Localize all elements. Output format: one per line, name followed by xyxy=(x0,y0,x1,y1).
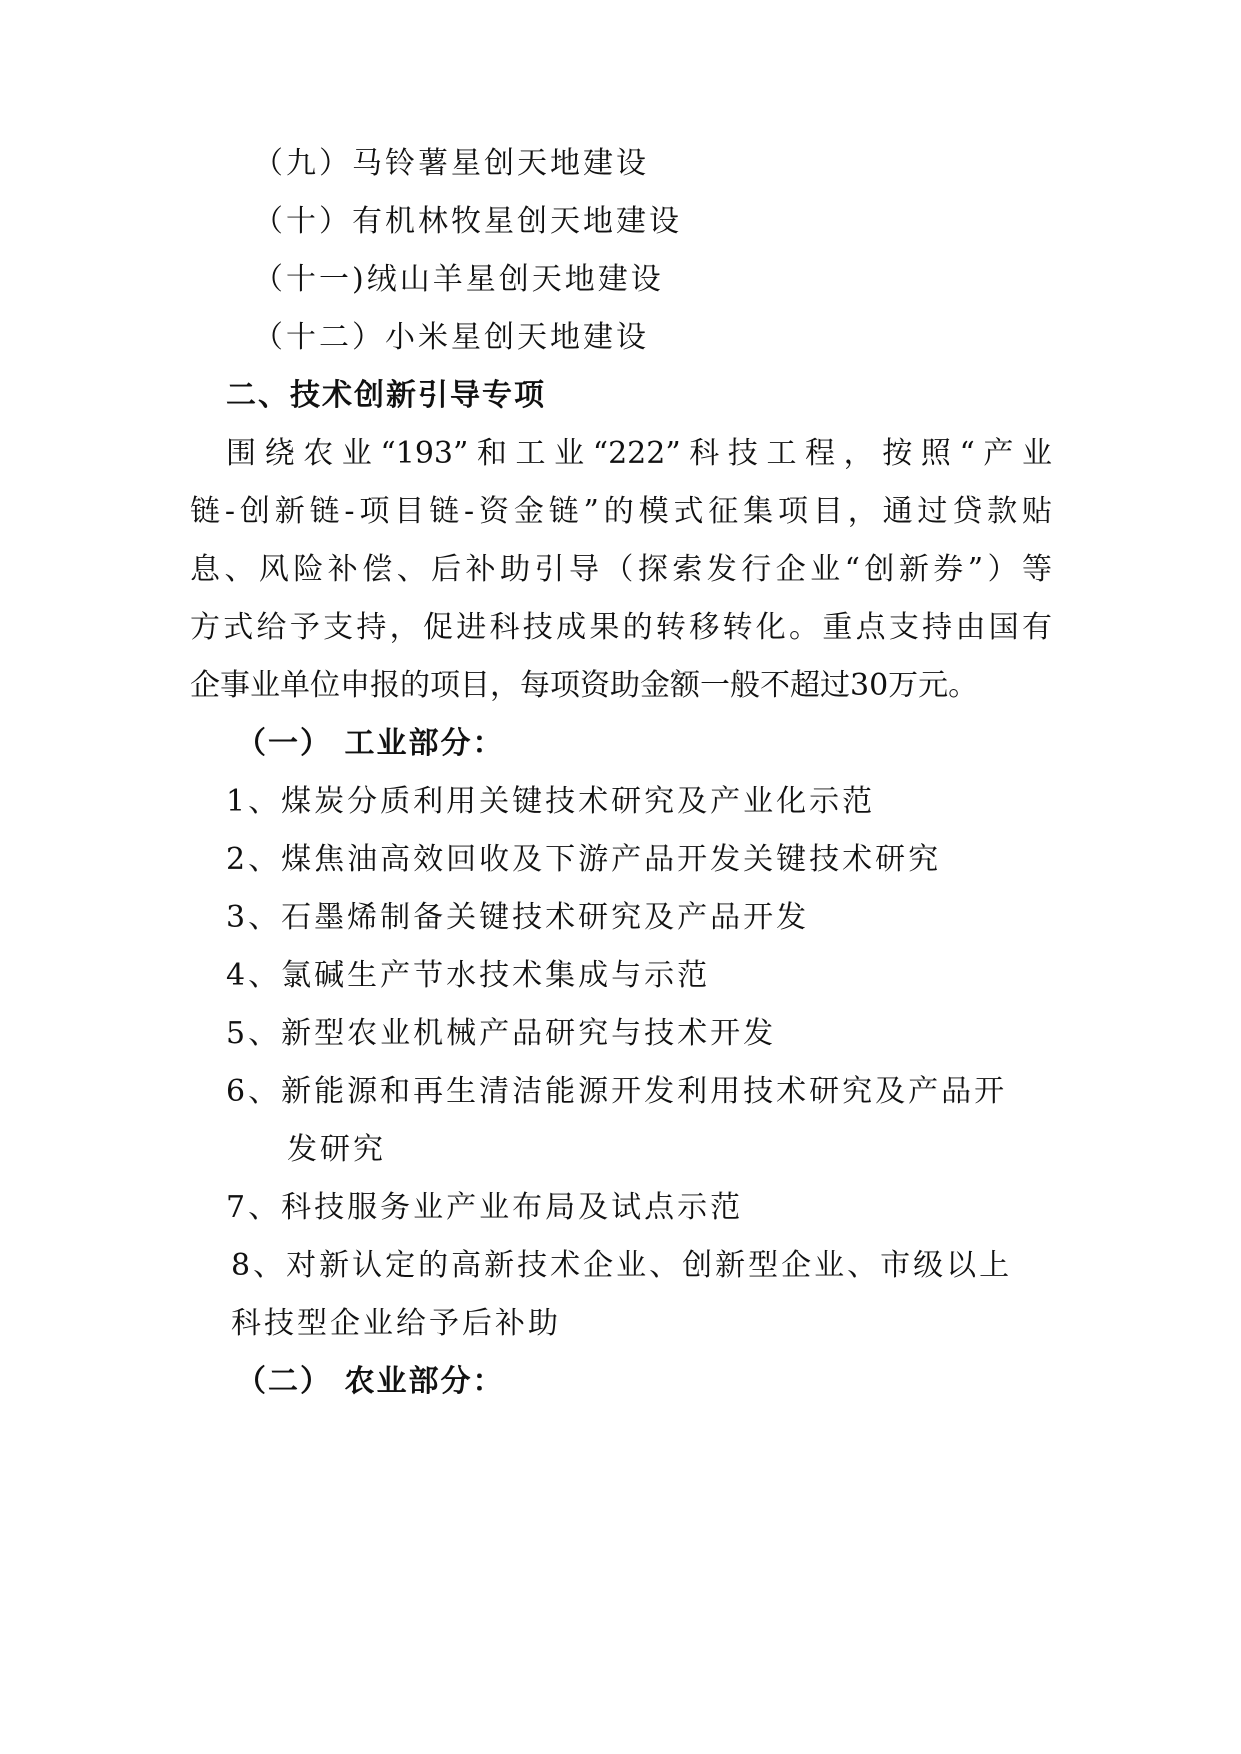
subsection-heading: （二） 农业部分： xyxy=(236,1364,505,1399)
list-item: （十一)绒山羊星创天地建设 xyxy=(253,262,664,297)
list-item: 3、石墨烯制备关键技术研究及产品开发 xyxy=(226,900,810,935)
paragraph-line: 围绕农业“193”和工业“222”科技工程，按照“产业 xyxy=(226,436,1052,471)
list-item-continuation: 发研究 xyxy=(287,1132,386,1167)
list-item: 2、煤焦油高效回收及下游产品开发关键技术研究 xyxy=(226,842,942,877)
list-item: （十）有机林牧星创天地建设 xyxy=(253,204,682,239)
list-item: 4、氯碱生产节水技术集成与示范 xyxy=(226,958,711,993)
list-item: （十二）小米星创天地建设 xyxy=(253,320,649,355)
list-item: （九）马铃薯星创天地建设 xyxy=(253,146,649,181)
paragraph-line: 方式给予支持，促进科技成果的转移转化。重点支持由国有 xyxy=(190,610,1052,645)
section-heading: 二、技术创新引导专项 xyxy=(226,378,546,413)
list-item-continuation: 科技型企业给予后补助 xyxy=(231,1306,561,1341)
list-item: 5、新型农业机械产品研究与技术开发 xyxy=(226,1016,777,1051)
list-item: 1、煤炭分质利用关键技术研究及产业化示范 xyxy=(226,784,876,819)
paragraph-line: 企事业单位申报的项目，每项资助金额一般不超过30万元。 xyxy=(190,668,979,703)
subsection-heading: （一） 工业部分： xyxy=(236,726,505,761)
list-item: 6、新能源和再生清洁能源开发利用技术研究及产品开 xyxy=(226,1074,1008,1109)
list-item: 7、科技服务业产业布局及试点示范 xyxy=(226,1190,744,1225)
list-item: 8、对新认定的高新技术企业、创新型企业、市级以上 xyxy=(231,1248,1013,1283)
paragraph-line: 息、风险补偿、后补助引导（探索发行企业“创新券”）等 xyxy=(190,552,1052,587)
paragraph-line: 链-创新链-项目链-资金链”的模式征集项目，通过贷款贴 xyxy=(190,494,1052,529)
